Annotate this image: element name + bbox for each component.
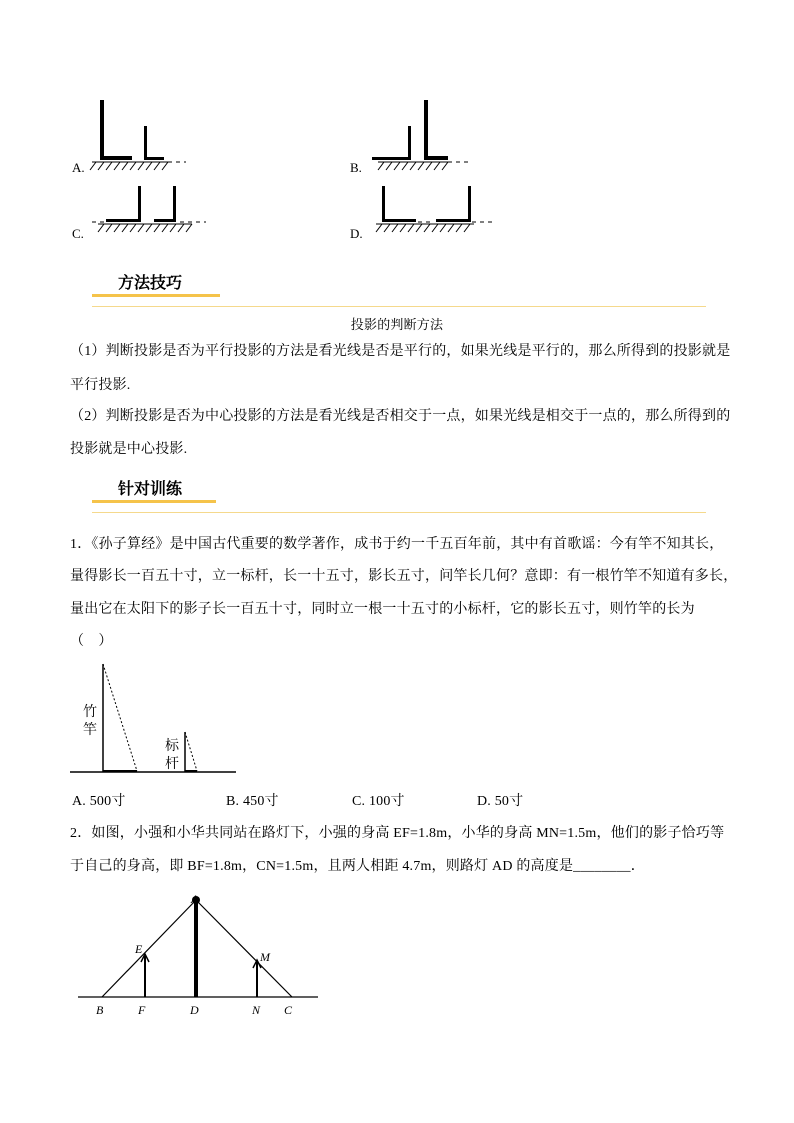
point-c-label: C (284, 1003, 293, 1017)
methods-section-title: 方法技巧 (118, 273, 183, 292)
q2-streetlight-figure (74, 890, 324, 1020)
q1-choice-b-value: 450寸 (242, 794, 279, 809)
q1-choice-c-value: 100寸 (368, 794, 405, 809)
method-p1-line2: 平行投影. (70, 378, 131, 393)
option-a-figure (88, 96, 198, 176)
option-c-figure (88, 178, 208, 242)
q1-choice-b-letter: B. (226, 794, 240, 809)
option-a-label: A. (72, 160, 85, 175)
option-d-label: D. (350, 226, 363, 241)
q1-choice-a-value: 500寸 (89, 794, 126, 809)
practice-section-title: 针对训练 (118, 479, 183, 498)
point-m-label: M (260, 950, 270, 964)
point-e-label: E (135, 942, 143, 956)
q1-choice-d (477, 790, 523, 814)
bamboo-label-2: 竿 (83, 722, 97, 738)
q1-choice-d-value: 50寸 (494, 794, 524, 809)
q1-line3: 量出它在太阳下的影子长一百五十寸，同时立一根一十五寸的小标杆，它的影长五寸，则竹竿的长为 (70, 602, 695, 617)
point-a-label: A (191, 892, 199, 906)
q1-choice-c (352, 790, 405, 814)
option-c-label: C. (72, 226, 84, 241)
option-b-label: B. (350, 160, 362, 175)
methods-title-underline (92, 294, 220, 297)
point-b-label: B (96, 1003, 104, 1017)
q1-choice-a (72, 790, 126, 814)
q1-line1: 1．《孙子算经》是中国古代重要的数学著作，成书于约一千五百年前，其中有首歌谣：今有竿不知其长， (70, 537, 724, 552)
option-d-figure (368, 178, 494, 242)
pole-label-1: 标 (165, 738, 179, 754)
q1-choice-b (226, 790, 279, 814)
method-p2-line2: 投影就是中心投影. (70, 442, 188, 457)
practice-divider (92, 512, 706, 513)
q1-line2: 量得影长一百五十寸，立一标杆，长一十五寸，影长五寸，问竿长几何？意即：有一根竹竿不知道有多长， (70, 569, 738, 584)
pole-label-2: 杆 (165, 756, 179, 772)
method-p1-line1: （1）判断投影是否为平行投影的方法是看光线是否是平行的，如果光线是平行的，那么所得到的投影就是 (70, 344, 731, 359)
q1-choice-a-letter: A. (72, 794, 87, 809)
q1-shadow-figure (70, 656, 240, 780)
point-d-label: D (190, 1003, 199, 1017)
q1-choice-d-letter: D. (477, 794, 492, 809)
methods-divider (92, 306, 706, 307)
method-p2-line1: （2）判断投影是否为中心投影的方法是看光线是否相交于一点，如果光线是相交于一点的，那么所得到的 (70, 409, 731, 424)
q2-line2: 于自己的身高，即 BF=1.8m，CN=1.5m，且两人相距 4.7m，则路灯 AD 的高度是________． (70, 859, 645, 874)
q1-choice-c-letter: C. (352, 794, 366, 809)
bamboo-label-1: 竹 (83, 704, 97, 720)
q1-line4: （ ） (70, 634, 113, 649)
point-n-label: N (252, 1003, 261, 1017)
q2-line1: 2．如图，小强和小华共同站在路灯下，小强的身高 EF=1.8m，小华的身高 MN=1.5m，他们的影子恰巧等 (70, 826, 725, 841)
option-b-figure (368, 96, 478, 176)
method-heading: 投影的判断方法 (350, 317, 444, 332)
practice-title-underline (92, 500, 216, 503)
point-f-label: F (138, 1003, 146, 1017)
